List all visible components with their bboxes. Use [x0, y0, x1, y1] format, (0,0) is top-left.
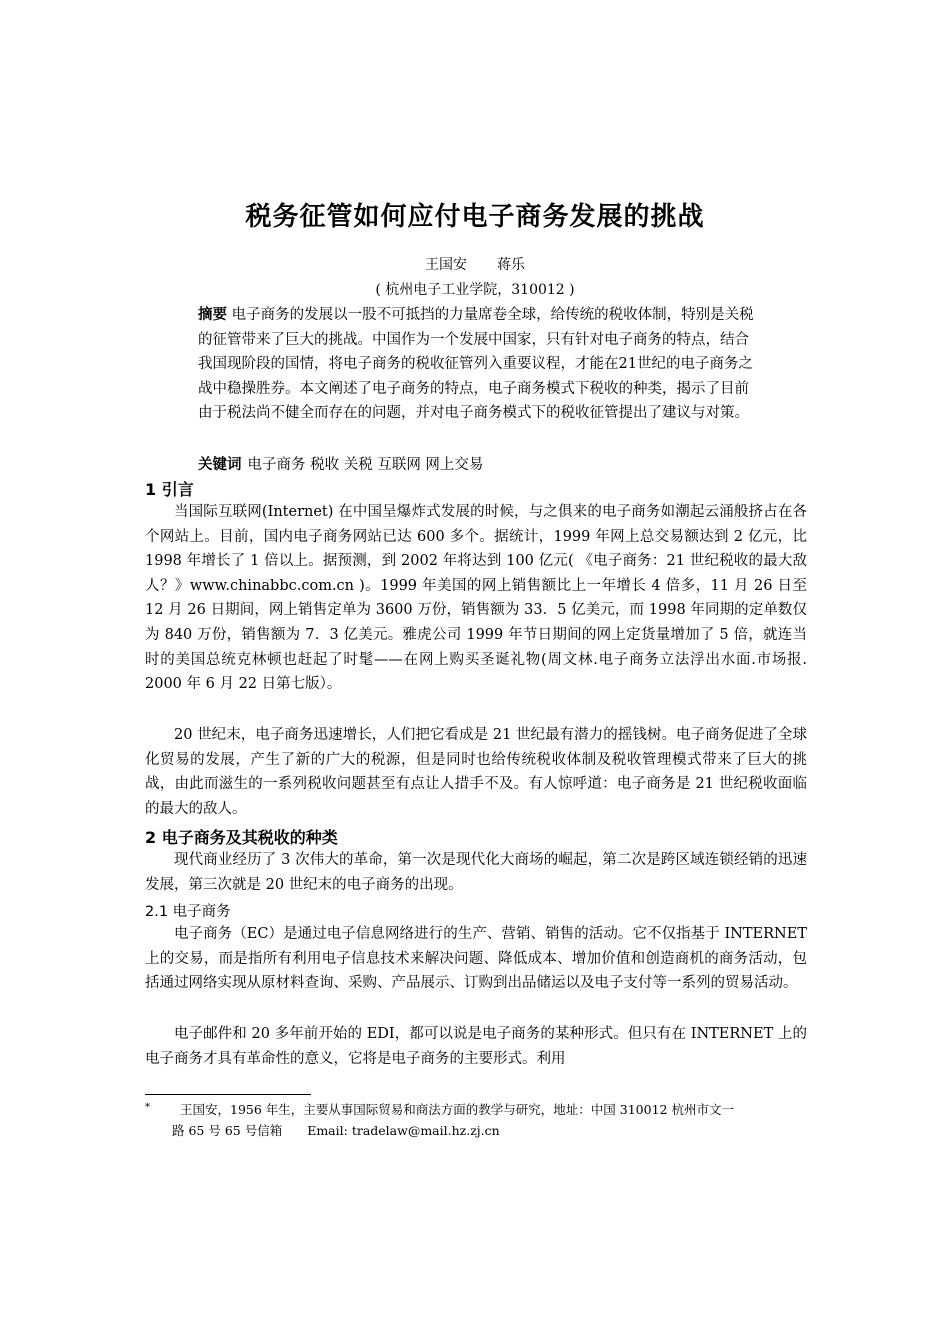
keywords	[198, 453, 758, 477]
author-2: 蒋乐	[497, 257, 525, 273]
keywords-text: 电子商务 税收 关税 互联网 网上交易	[247, 457, 484, 473]
section-2-paragraph-1: 现代商业经历了 3 次伟大的革命，第一次是现代化大商场的崛起，第二次是跨区域连锁经销的迅速发展，第三次就是 20 世纪末的电子商务的出现。	[145, 852, 807, 893]
subsection-heading-2-1: 2.1 电子商务	[145, 904, 231, 920]
footnote	[145, 1099, 810, 1141]
footnote-line-2: 路 65 号 65 号信箱 Email: tradelaw@mail.hz.zj.cn	[172, 1123, 500, 1138]
paper-title: 税务征管如何应付电子商务发展的挑战	[245, 202, 705, 232]
footnote-divider	[145, 1094, 311, 1095]
subsection-2-1-paragraph-1: 电子商务（EC）是通过电子信息网络进行的生产、营销、销售的活动。它不仅指基于 INTERNET 上的交易，而是指所有利用电子信息技术来解决问题、降低成本、增加价值和创造商机的商务活动，包括通过网络实现从原材料查询、采购、产品展示、订购到出品储运以及电子支付等一系列的贸易活动。	[145, 926, 807, 992]
authors	[0, 254, 950, 274]
section-heading-1: 1 引言	[145, 480, 194, 499]
footnote-mark: *	[145, 1102, 150, 1113]
abstract	[198, 303, 758, 426]
section-heading-2: 2 电子商务及其税收的种类	[145, 828, 338, 847]
affiliation: ( 杭州电子工业学院，310012 )	[375, 282, 575, 298]
abstract-label: 摘要	[198, 307, 227, 323]
abstract-text: 电子商务的发展以一股不可抵挡的力量席卷全球，给传统的税收体制，特别是关税的征管带来了巨大的挑战。中国作为一个发展中国家，只有针对电子商务的特点，结合我国现阶段的国情，将电子商务的税收征管列入重要议程，才能在21世纪的电子商务之战中稳操胜券。本文阐述了电子商务的特点，电子商务模式下税收的种类，揭示了目前由于税法尚不健全而存在的问题，并对电子商务模式下的税收征管提出了建议与对策。	[198, 307, 754, 421]
section-1-paragraph-1: 当国际互联网(Internet) 在中国呈爆炸式发展的时候，与之俱来的电子商务如潮起云涌般挤占在各个网站上。目前，国内电子商务网站已达 600 多个。据统计，1999 年网上总交易额达到 2 亿元，比 1998 年增长了 1 倍以上。据预测，到 2002 年将达到 100 亿元( 《电子商务：21 世纪税收的最大敌人？》www.chinabbc.com.cn )。1999 年美国的网上销售额比上一年增长 4 倍多，11 月 26 日至 12 月 26 日期间，网上销售定单为 3600 万份，销售额为 33．5 亿美元，而 1998 年同期的定单数仅为 840 万份，销售额为 7．3 亿美元。雅虎公司 1999 年节日期间的网上定货量增加了 5 倍，就连当时的美国总统克林顿也赶起了时髦——在网上购买圣诞礼物(周文林.电子商务立法浮出水面.市场报. 2000 年 6 月 22 日第七版）。	[145, 504, 807, 693]
section-1-paragraph-2: 20 世纪末，电子商务迅速增长，人们把它看成是 21 世纪最有潜力的摇钱树。电子商务促进了全球化贸易的发展，产生了新的广大的税源，但是同时也给传统税收体制及税收管理模式带来了巨大的挑战，由此而滋生的一系列税收问题甚至有点让人措手不及。有人惊呼道：电子商务是 21 世纪税收面临的最大的敌人。	[145, 727, 807, 817]
subsection-2-1-paragraph-2: 电子邮件和 20 多年前开始的 EDI，都可以说是电子商务的某种形式。但只有在 INTERNET 上的电子商务才具有革命性的意义，它将是电子商务的主要形式。利用	[145, 1026, 807, 1067]
footnote-line-1: 王国安，1956 年生，主要从事国际贸易和商法方面的教学与研究，地址：中国 310012 杭州市文一	[180, 1102, 734, 1117]
keywords-label: 关键词	[198, 457, 242, 473]
author-1: 王国安	[425, 257, 467, 273]
